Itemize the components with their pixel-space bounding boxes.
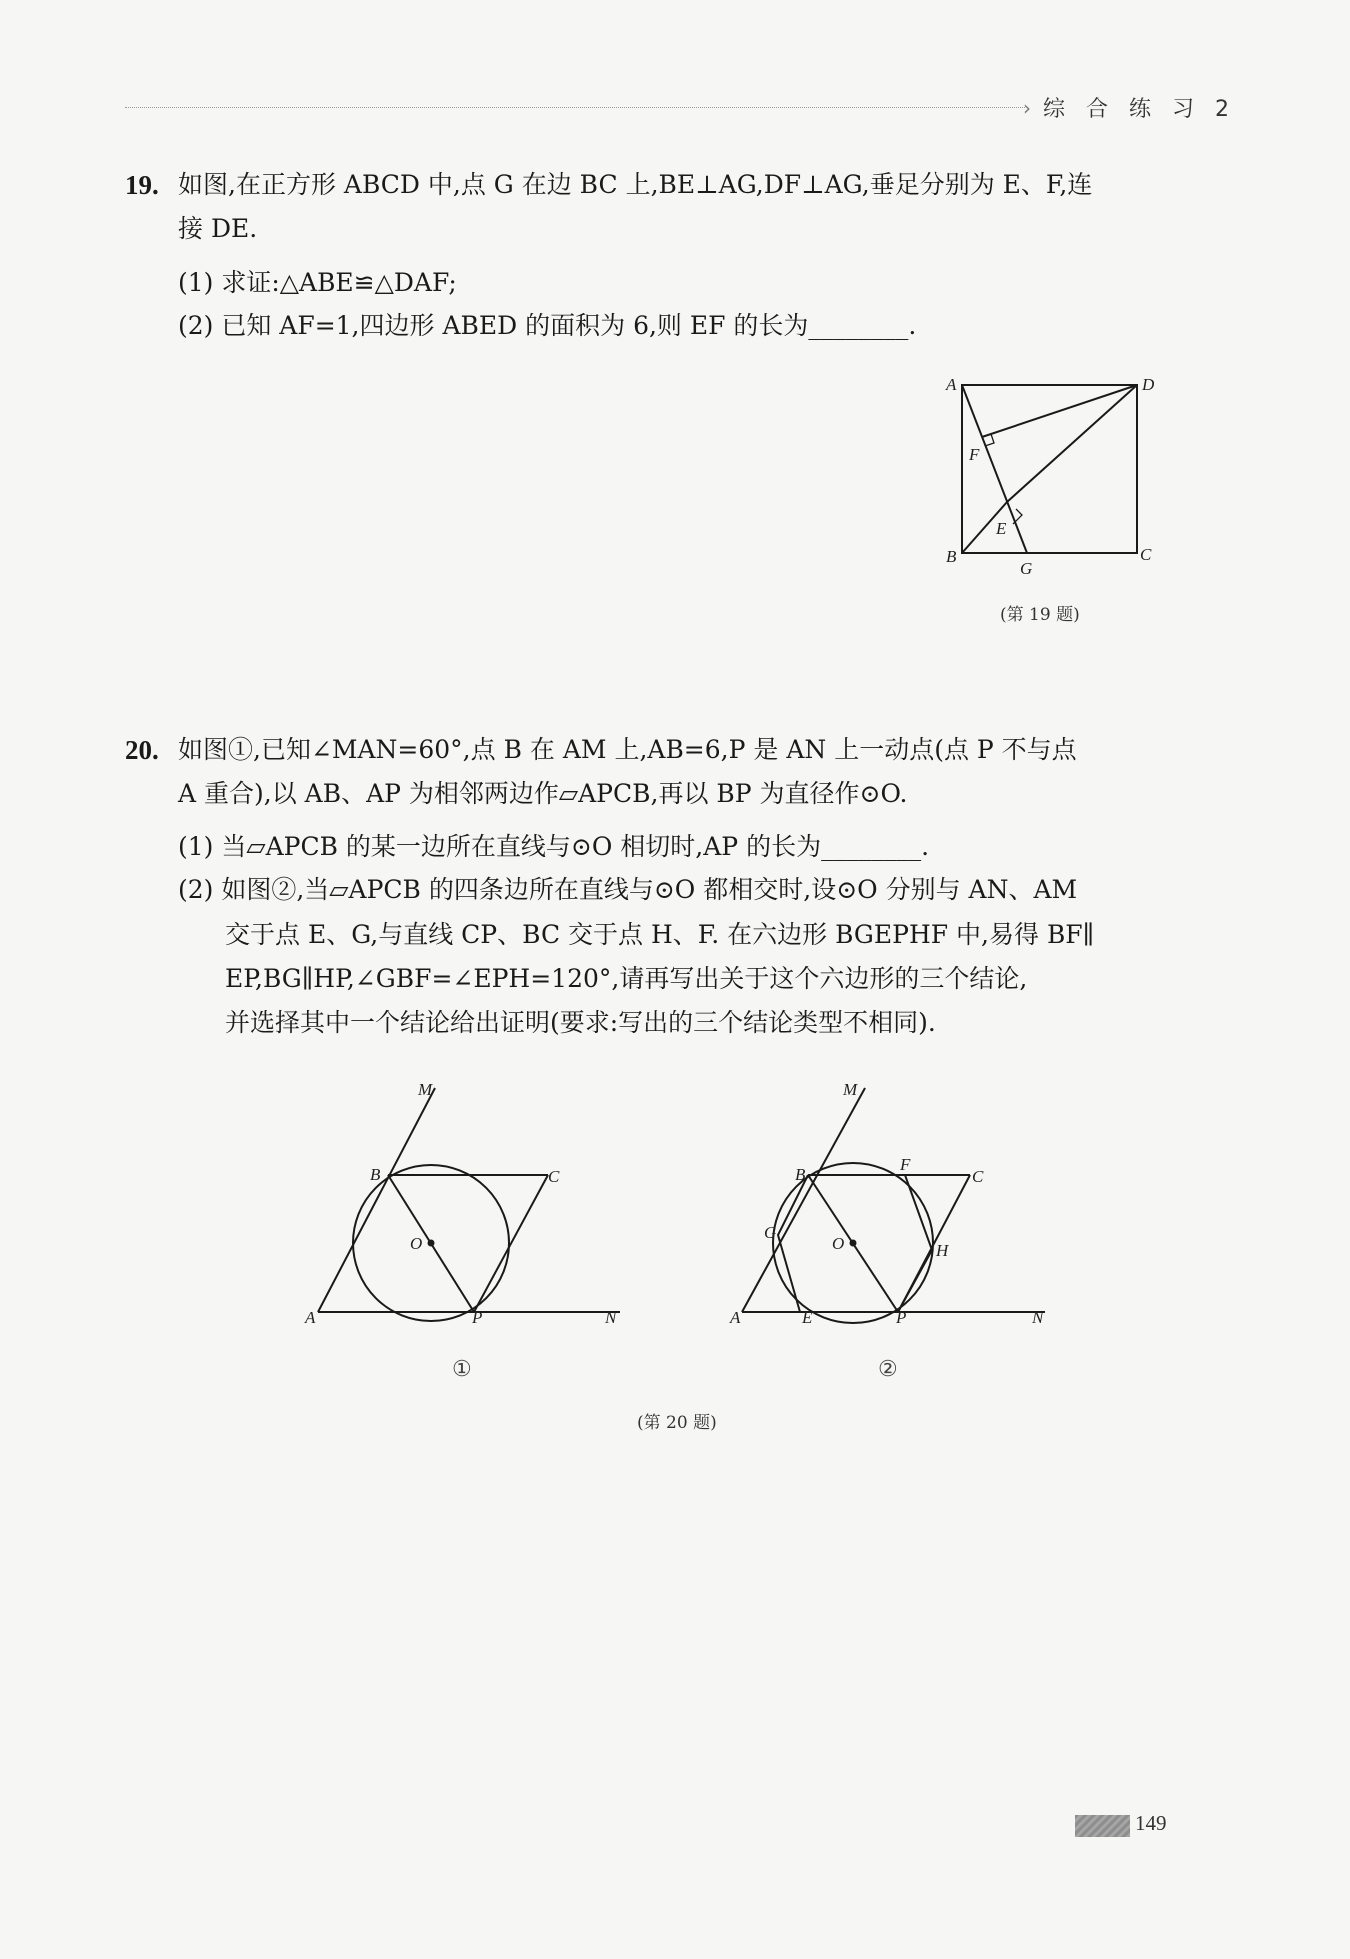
figure-20-2-mark: ② [878, 1357, 898, 1382]
problem-19-question-2: (2) 已知 AF=1,四边形 ABED 的面积为 6,则 EF 的长为________. [178, 311, 917, 340]
problem-20-question-1: (1) 当▱APCB 的某一边所在直线与⊙O 相切时,AP 的长为________. [178, 832, 930, 861]
fig20-2-label-b: B [795, 1165, 806, 1184]
problem-19-number: 19. [125, 170, 159, 200]
problem-20-question-2-line-4: 并选择其中一个结论给出证明(要求:写出的三个结论类型不相同). [225, 1008, 936, 1037]
ray-am [742, 1088, 865, 1312]
problem-20-number: 20. [125, 735, 159, 765]
fig19-label-e: E [996, 519, 1007, 538]
segment-ag [962, 385, 1027, 553]
fig19-label-f: F [969, 445, 980, 464]
fig20-2-label-f: F [900, 1155, 911, 1174]
fig20-2-label-m: M [843, 1080, 858, 1099]
fig20-1-label-c: C [548, 1167, 560, 1186]
page-number: 149 [1135, 1811, 1167, 1835]
figure-19-square [930, 365, 1170, 585]
header-rule [125, 107, 1025, 108]
center-o-dot [428, 1240, 435, 1247]
fig19-label-b: B [946, 547, 957, 566]
problem-20-line-1: 如图①,已知∠MAN=60°,点 B 在 AM 上,AB=6,P 是 AN 上一动点(点 P 不与点 [178, 735, 1077, 764]
right-angle-e [1013, 509, 1022, 524]
problem-20-question-2-line-2: 交于点 E、G,与直线 CP、BC 交于点 H、F. 在六边形 BGEPHF 中,易得 BF∥ [225, 920, 1095, 949]
square-abcd [962, 385, 1137, 553]
fig20-1-label-o: O [410, 1234, 423, 1253]
fig20-2-label-n: N [1032, 1308, 1044, 1327]
segment-df [982, 385, 1137, 437]
fig20-1-label-b: B [370, 1165, 381, 1184]
problem-20-question-2-line-1: (2) 如图②,当▱APCB 的四条边所在直线与⊙O 都相交时,设⊙O 分别与 AN、AM [178, 875, 1078, 904]
center-o-dot [850, 1240, 857, 1247]
figure-19-caption: (第 19 题) [1000, 605, 1080, 625]
fig20-1-label-p: P [472, 1308, 483, 1327]
fig19-label-d: D [1142, 375, 1155, 394]
fig19-label-a: A [946, 375, 957, 394]
page-number-decoration [1075, 1815, 1130, 1837]
fig20-2-label-a: A [730, 1308, 741, 1327]
figure-20-1-mark: ① [452, 1357, 472, 1382]
segment-cp [474, 1175, 548, 1312]
fig20-2-label-g: G [764, 1223, 777, 1242]
fig20-2-label-e: E [802, 1308, 813, 1327]
fig20-1-label-n: N [605, 1308, 617, 1327]
figure-20-caption: (第 20 题) [637, 1413, 717, 1433]
header-title: 综 合 练 习 2 [1043, 97, 1236, 122]
fig20-2-label-o: O [832, 1234, 845, 1253]
fig19-label-g: G [1020, 559, 1033, 578]
problem-19-line-1: 如图,在正方形 ABCD 中,点 G 在边 BC 上,BE⊥AG,DF⊥AG,垂足分别为 E、F,连 [178, 170, 1093, 199]
problem-19-line-2: 接 DE. [178, 214, 258, 243]
figure-20-1 [290, 1075, 640, 1335]
problem-20-question-2-line-3: EP,BG∥HP,∠GBF=∠EPH=120°,请再写出关于这个六边形的三个结论, [225, 964, 1028, 993]
fig20-2-label-c: C [972, 1167, 984, 1186]
figure-20-2 [725, 1075, 1065, 1335]
fig20-1-label-m: M [418, 1080, 433, 1099]
problem-19-question-1: (1) 求证:△ABE≌△DAF; [178, 268, 457, 297]
fig20-2-label-h: H [936, 1241, 949, 1260]
ray-am [318, 1088, 435, 1312]
segment-de [1007, 385, 1137, 502]
problem-20-line-2: A 重合),以 AB、AP 为相邻两边作▱APCB,再以 BP 为直径作⊙O. [178, 779, 908, 808]
fig20-2-label-p: P [896, 1308, 907, 1327]
fig19-label-c: C [1140, 545, 1152, 564]
fig20-1-label-a: A [305, 1308, 316, 1327]
header-arrow-icon: › [1023, 96, 1031, 120]
